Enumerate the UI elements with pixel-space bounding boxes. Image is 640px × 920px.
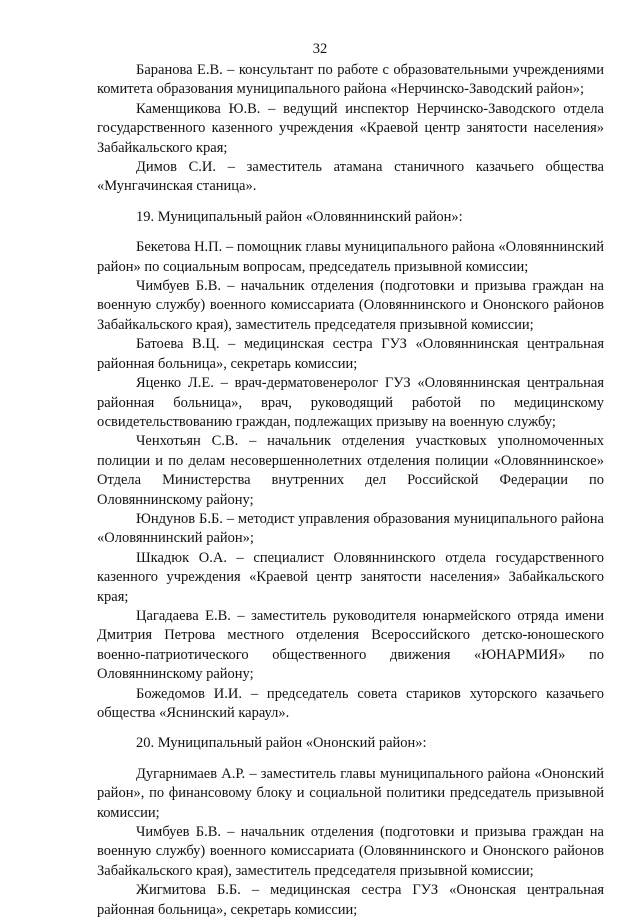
commission-member-entry: Каменщикова Ю.В. – ведущий инспектор Нерчинско-Заводского отдела государственного казенного учреждения «Краевой центр занятости населения» Забайкальского края; (97, 100, 604, 156)
commission-member-entry: Шкадюк О.А. – специалист Оловяннинского отдела государственного казенного учреждения «Краевой центр занятости населения» Забайкальского края; (97, 549, 604, 605)
commission-member-entry: Чимбуев Б.В. – начальник отделения (подготовки и призыва граждан на военную службу) военного комиссариата (Оловяннинского и Ононского районов Забайкальского края), заместитель председателя призывной комиссии; (97, 278, 604, 333)
commission-member-entry: Бекетова Н.П. – помощник главы муниципального района «Оловяннинский район» по социальным вопросам, председатель призывной комиссии; (97, 239, 604, 275)
commission-member-entry: Димов С.И. – заместитель атамана станичного казачьего общества «Мунгачинская станица». (97, 159, 604, 195)
commission-member-entry: Божедомов И.И. – председатель совета стариков хуторского казачьего общества «Яснинский караул». (97, 685, 604, 721)
commission-member-entry: Цагадаева Е.В. – заместитель руководителя юнармейского отряда имени Дмитрия Петрова местного отделения Всероссийского детско-юношеского военно-патриотического общественного движения «ЮНАРМИЯ» по Оловяннинскому району; (97, 607, 604, 683)
page-number: 32 (312, 41, 328, 57)
commission-member-entry: Батоева В.Ц. – медицинская сестра ГУЗ «Оловяннинская центральная районная больница», секретарь комиссии; (97, 336, 604, 372)
commission-member-entry: Баранова Е.В. – консультант по работе с образовательными учреждениями комитета образования муниципального района «Нерчинско-Заводский район»; (97, 62, 604, 98)
document-body (97, 61, 604, 920)
commission-member-entry: Чимбуев Б.В. – начальник отделения (подготовки и призыва граждан на военную службу) военного комиссариата (Оловяннинского и Ононского районов Забайкальского края), заместитель председателя призывной комиссии; (97, 824, 604, 879)
commission-member-entry: Юндунов Б.Б. – методист управления образования муниципального района «Оловяннинский район»; (97, 510, 604, 547)
district-heading: 19. Муниципальный район «Оловяннинский район»: (136, 208, 463, 225)
commission-member-entry: Дугарнимаев А.Р. – заместитель главы муниципального района «Ононский район», по финансовому блоку и социальной политики председатель призывной комиссии; (97, 765, 604, 821)
district-heading: 20. Муниципальный район «Ононский район»: (136, 735, 427, 752)
commission-member-entry: Ченхотьян С.В. – начальник отделения участковых уполномоченных полиции и по делам несовершеннолетних отделения полиции «Оловяннинское» Отдела Министерства внутренних дел Российской Федерации по Оловяннинскому району; (97, 433, 604, 508)
commission-member-entry: Жигмитова Б.Б. – медицинская сестра ГУЗ «Ононская центральная районная больница», секретарь комиссии; (97, 882, 604, 918)
commission-member-entry: Яценко Л.Е. – врач-дерматовенеролог ГУЗ «Оловяннинская центральная районная больница», врач, руководящий работой по медицинскому освидетельствованию граждан, подлежащих призыву на военную службу; (97, 375, 604, 430)
